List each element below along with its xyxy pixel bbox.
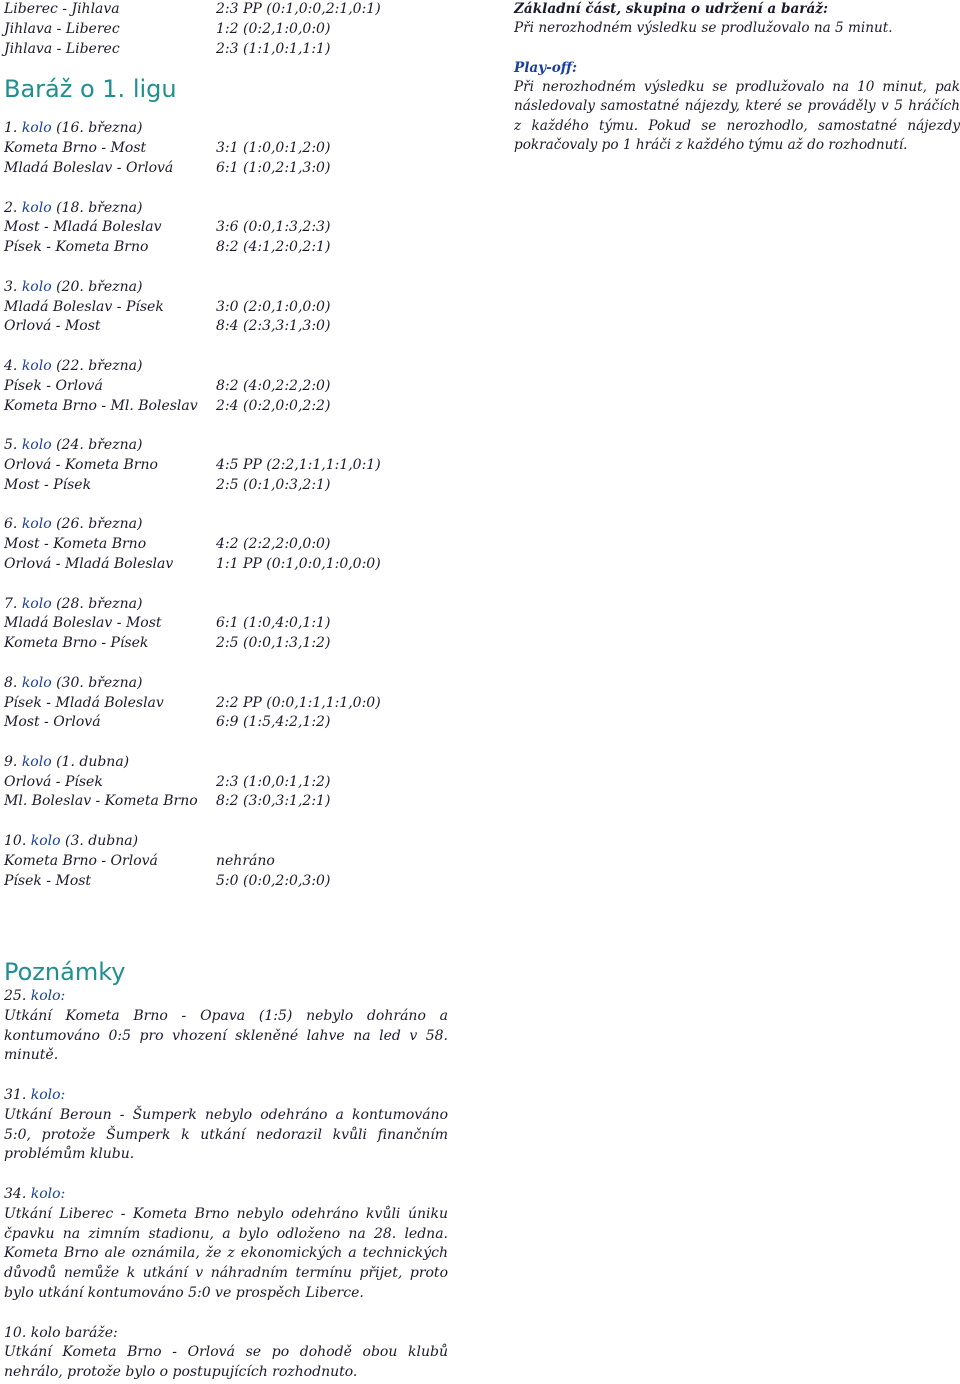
round-number: 7. kolo [4, 595, 52, 612]
round-heading [4, 515, 454, 535]
round-heading [4, 595, 454, 615]
note-text: Utkání Kometa Brno - Opava (1:5) nebylo dohráno a kontumováno 0:5 pro vhození skleněné lahve na led v 58. minutě. [4, 1007, 448, 1064]
match-row [4, 159, 454, 179]
round-date: (28. března) [51, 595, 143, 612]
match-row [4, 694, 454, 714]
playoff-title: Play-off: [514, 59, 578, 76]
match-score: 2:2 PP (0:0,1:1,1:1,0:0) [216, 694, 381, 711]
round-number: 2. kolo [4, 199, 52, 216]
round-date: (1. dubna) [51, 753, 130, 770]
match-row [4, 377, 454, 397]
note-text: Utkání Liberec - Kometa Brno nebylo odehráno kvůli úniku čpavku na zimním stadionu, a bylo odloženo na 28. ledna. Kometa Brno ale oznámila, že z ekonomických a technických důvodů nemůže k utkání v náhradním termínu přijet, proto bylo utkání kontumováno 5:0 ve prospěch Liberce. [4, 1205, 448, 1301]
match-score: 6:1 (1:0,4:0,1:1) [216, 615, 331, 632]
round-date: (20. března) [51, 278, 143, 295]
round-heading [4, 357, 454, 377]
match-score: 2:5 (0:0,1:3,1:2) [216, 635, 331, 652]
match-teams: Kometa Brno - Orlová [4, 852, 158, 869]
match-score: 6:1 (1:0,2:1,3:0) [216, 159, 331, 176]
match-teams: Kometa Brno - Most [4, 140, 147, 157]
match-score: 5:0 (0:0,2:0,3:0) [216, 872, 331, 889]
round-date: (30. března) [51, 674, 143, 691]
match-score: 3:6 (0:0,1:3,2:3) [216, 219, 331, 236]
match-row [4, 298, 454, 318]
match-score: nehráno [216, 852, 275, 869]
match-teams: Písek - Mladá Boleslav [4, 694, 164, 711]
match-row [4, 238, 454, 258]
match-teams: Most - Orlová [4, 714, 101, 731]
match-teams: Ml. Boleslav - Kometa Brno [4, 793, 198, 810]
match-row [4, 773, 454, 793]
top-matches [4, 0, 454, 59]
match-score: 6:9 (1:5,4:2,1:2) [216, 714, 331, 731]
match-row [4, 614, 454, 634]
round-number: 9. kolo [4, 753, 52, 770]
section-heading-baraz: Baráž o 1. ligu [4, 75, 177, 104]
match-score: 8:2 (4:1,2:0,2:1) [216, 239, 331, 256]
match-score: 4:2 (2:2,2:0,0:0) [216, 536, 331, 553]
match-row [4, 20, 454, 40]
section-heading-notes: Poznámky [4, 958, 126, 986]
round-number: 8. kolo [4, 674, 52, 691]
match-teams: Písek - Kometa Brno [4, 239, 149, 256]
note-text: Utkání Beroun - Šumperk nebylo odehráno a kontumováno 5:0, protože Šumperk k utkání nedorazil kvůli finančním problémům klubu. [4, 1106, 448, 1163]
match-teams: Jihlava - Liberec [4, 20, 120, 37]
match-score: 1:1 PP (0:1,0:0,1:0,0:0) [216, 555, 381, 572]
note-heading: 31. kolo: [4, 1086, 66, 1103]
match-score: 3:1 (1:0,0:1,2:0) [216, 140, 331, 157]
match-row [4, 852, 454, 872]
round-heading [4, 199, 454, 219]
match-row [4, 218, 454, 238]
round-heading [4, 436, 454, 456]
notes-list [4, 987, 448, 1383]
match-row [4, 792, 454, 812]
match-row [4, 456, 454, 476]
match-score: 2:3 (1:0,0:1,1:2) [216, 773, 331, 790]
round-heading [4, 832, 454, 852]
match-score: 8:4 (2:3,3:1,3:0) [216, 318, 331, 335]
match-teams: Kometa Brno - Ml. Boleslav [4, 397, 198, 414]
match-score: 2:3 (1:1,0:1,1:1) [216, 40, 331, 57]
note-heading: 10. kolo baráže: [4, 1324, 118, 1341]
match-teams: Jihlava - Liberec [4, 40, 120, 57]
match-teams: Písek - Most [4, 872, 92, 889]
match-teams: Mladá Boleslav - Písek [4, 298, 164, 315]
round-number: 4. kolo [4, 357, 52, 374]
match-teams: Most - Mladá Boleslav [4, 219, 162, 236]
round-date: (24. března) [51, 437, 143, 454]
round-heading [4, 753, 454, 773]
match-score: 8:2 (3:0,3:1,2:1) [216, 793, 331, 810]
rounds-list [4, 119, 454, 891]
round-number: 10. kolo [4, 833, 61, 850]
match-row [4, 397, 454, 417]
round-date: (26. března) [51, 516, 143, 533]
results-column [4, 0, 454, 891]
round-number: 1. kolo [4, 120, 52, 137]
round-date: (18. března) [51, 199, 143, 216]
rules-panel [514, 0, 960, 156]
rules-text-basic: Při nerozhodném výsledku se prodlužovalo na 5 minut. [514, 20, 893, 36]
match-teams: Most - Písek [4, 476, 92, 493]
note-heading: 25. kolo: [4, 988, 66, 1004]
match-score: 2:5 (0:1,0:3,2:1) [216, 476, 331, 493]
match-teams: Mladá Boleslav - Most [4, 615, 162, 632]
round-number: 6. kolo [4, 516, 52, 533]
round-heading [4, 119, 454, 139]
round-date: (22. března) [51, 357, 143, 374]
match-row [4, 317, 454, 337]
match-row [4, 0, 454, 20]
match-teams: Kometa Brno - Písek [4, 635, 149, 652]
match-score: 2:3 PP (0:1,0:0,2:1,0:1) [216, 1, 381, 17]
match-teams: Most - Kometa Brno [4, 536, 147, 553]
match-teams: Liberec - Jihlava [4, 1, 120, 17]
match-score: 8:2 (4:0,2:2,2:0) [216, 377, 331, 394]
match-row [4, 476, 454, 496]
match-row [4, 535, 454, 555]
round-date: (3. dubna) [60, 833, 139, 850]
match-score: 3:0 (2:0,1:0,0:0) [216, 298, 331, 315]
rules-title: Základní část, skupina o udržení a baráž: [514, 1, 828, 17]
match-score: 4:5 PP (2:2,1:1,1:1,0:1) [216, 456, 381, 473]
round-heading [4, 278, 454, 298]
match-row [4, 555, 454, 575]
match-row [4, 40, 454, 60]
note-heading: 34. kolo: [4, 1185, 66, 1202]
rules-text-playoff: Při nerozhodném výsledku se prodlužovalo na 10 minut, pak následovaly samostatné nájezdy, které se prováděly v 5 hráčích z každého týmu. Pokud se nerozhodlo, samostatné nájezdy pokračovaly po 1 hráči z každého týmu až do rozhodnutí. [514, 78, 960, 153]
match-score: 1:2 (0:2,1:0,0:0) [216, 20, 331, 37]
match-row [4, 713, 454, 733]
match-teams: Orlová - Kometa Brno [4, 456, 158, 473]
round-number: 3. kolo [4, 278, 52, 295]
match-teams: Orlová - Mladá Boleslav [4, 555, 174, 572]
match-row [4, 139, 454, 159]
match-score: 2:4 (0:2,0:0,2:2) [216, 397, 331, 414]
round-number: 5. kolo [4, 437, 52, 454]
note-text: Utkání Kometa Brno - Orlová se po dohodě obou klubů nehrálo, protože bylo o postupujících rozhodnuto. [4, 1344, 448, 1381]
match-teams: Orlová - Písek [4, 773, 103, 790]
match-teams: Písek - Orlová [4, 377, 103, 394]
match-teams: Mladá Boleslav - Orlová [4, 159, 174, 176]
round-heading [4, 674, 454, 694]
match-teams: Orlová - Most [4, 318, 101, 335]
match-row [4, 872, 454, 892]
round-date: (16. března) [51, 120, 143, 137]
match-row [4, 634, 454, 654]
